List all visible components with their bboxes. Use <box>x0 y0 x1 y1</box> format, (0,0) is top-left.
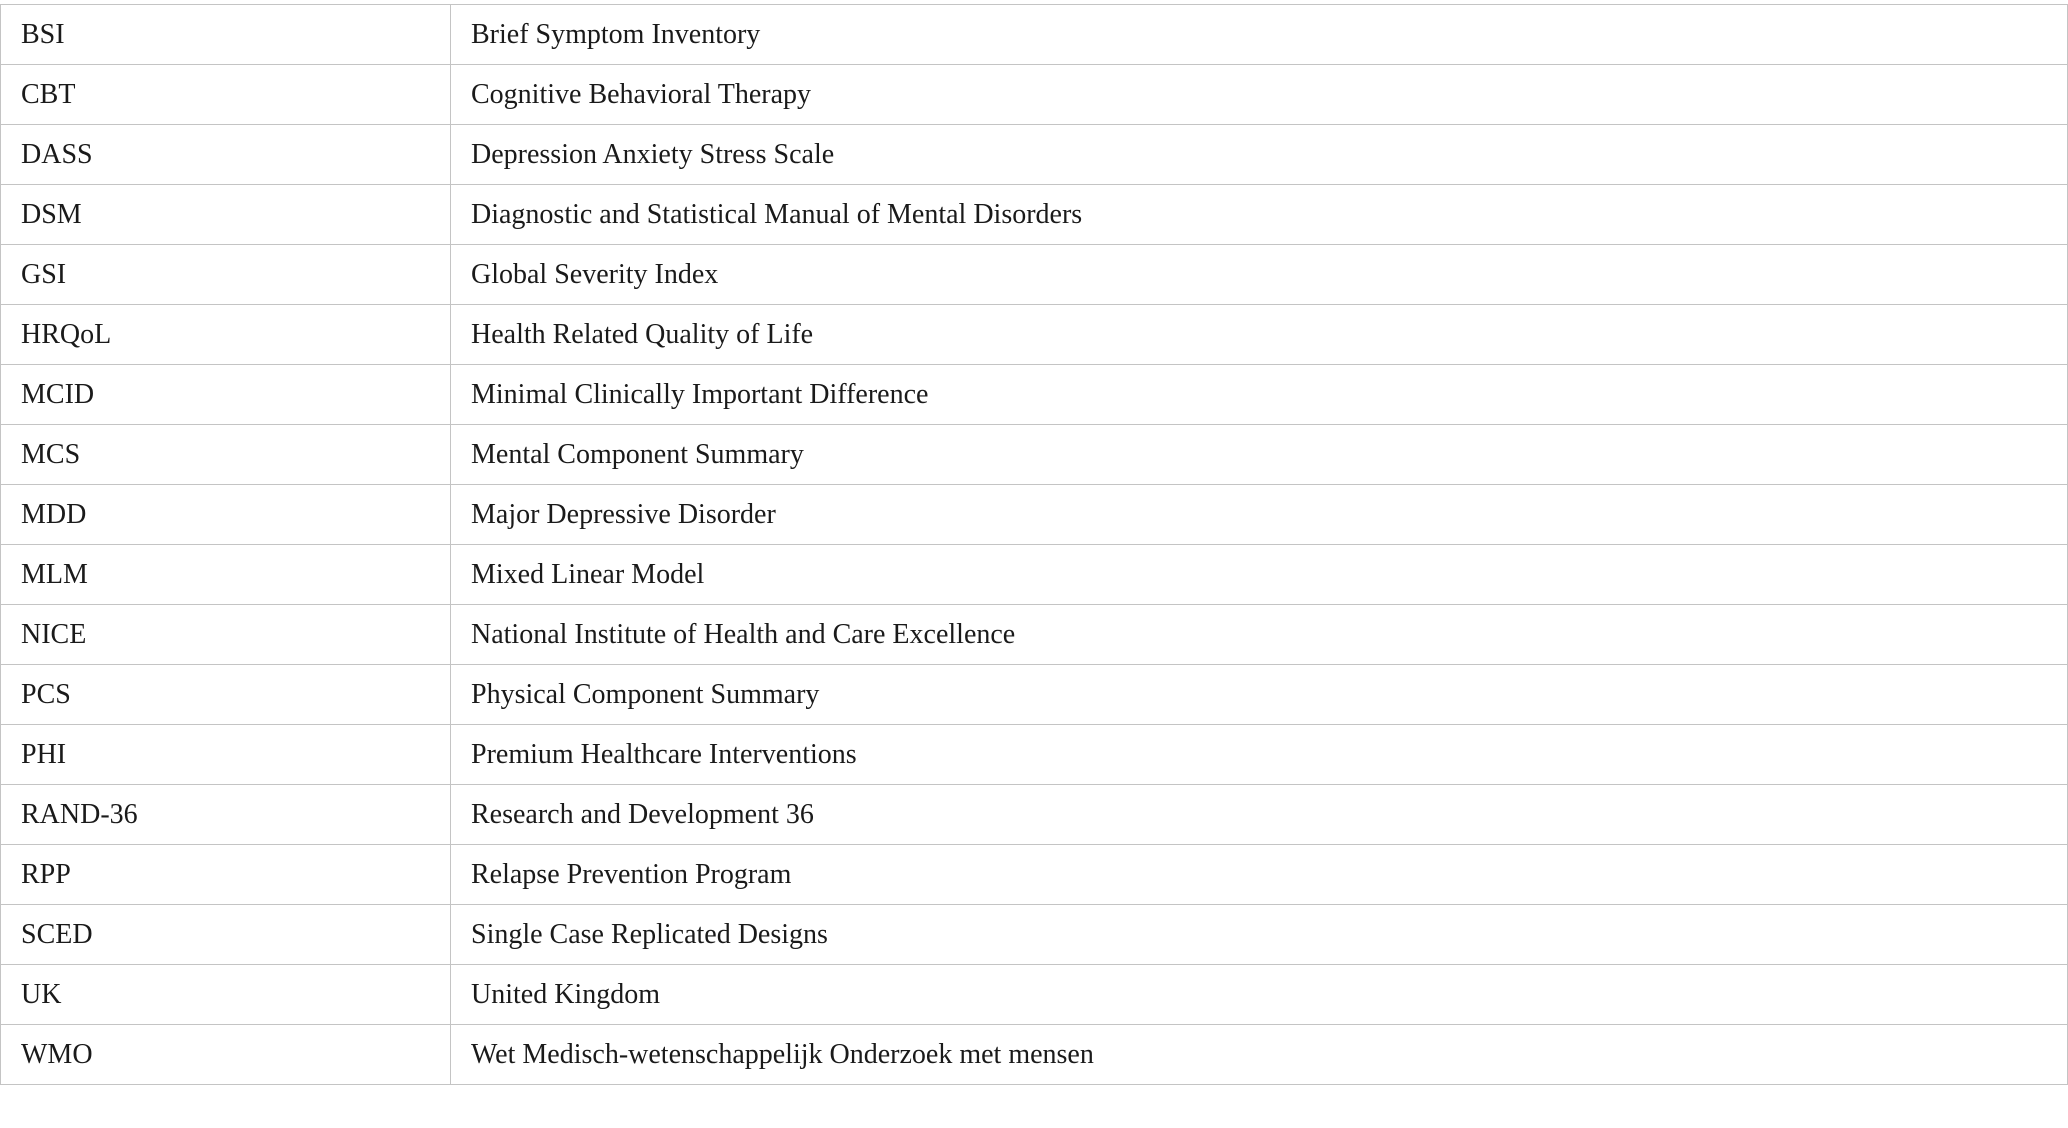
table-row <box>1 665 2068 725</box>
abbreviation-cell: PHI <box>1 725 451 785</box>
abbreviations-table-body <box>1 5 2068 1085</box>
definition-cell: Wet Medisch-wetenschappelijk Onderzoek met mensen <box>451 1025 2068 1085</box>
abbreviation-cell: MDD <box>1 485 451 545</box>
table-row <box>1 605 2068 665</box>
abbreviation-cell: MCID <box>1 365 451 425</box>
definition-cell: Mental Component Summary <box>451 425 2068 485</box>
table-row <box>1 545 2068 605</box>
abbreviation-cell: NICE <box>1 605 451 665</box>
table-row <box>1 5 2068 65</box>
abbreviations-table <box>0 4 2068 1085</box>
table-row <box>1 65 2068 125</box>
definition-cell: Global Severity Index <box>451 245 2068 305</box>
abbreviation-cell: DASS <box>1 125 451 185</box>
table-row <box>1 845 2068 905</box>
definition-cell: Relapse Prevention Program <box>451 845 2068 905</box>
definition-cell: Brief Symptom Inventory <box>451 5 2068 65</box>
table-row <box>1 1025 2068 1085</box>
definition-cell: Diagnostic and Statistical Manual of Mental Disorders <box>451 185 2068 245</box>
definition-cell: National Institute of Health and Care Excellence <box>451 605 2068 665</box>
definition-cell: United Kingdom <box>451 965 2068 1025</box>
abbreviation-cell: BSI <box>1 5 451 65</box>
abbreviation-cell: RPP <box>1 845 451 905</box>
table-row <box>1 425 2068 485</box>
table-row <box>1 905 2068 965</box>
abbreviation-cell: PCS <box>1 665 451 725</box>
abbreviation-cell: MCS <box>1 425 451 485</box>
table-row <box>1 245 2068 305</box>
definition-cell: Physical Component Summary <box>451 665 2068 725</box>
table-row <box>1 965 2068 1025</box>
abbreviation-cell: GSI <box>1 245 451 305</box>
definition-cell: Major Depressive Disorder <box>451 485 2068 545</box>
abbreviation-cell: HRQoL <box>1 305 451 365</box>
table-row <box>1 485 2068 545</box>
definition-cell: Premium Healthcare Interventions <box>451 725 2068 785</box>
definition-cell: Single Case Replicated Designs <box>451 905 2068 965</box>
abbreviation-cell: MLM <box>1 545 451 605</box>
abbreviation-cell: UK <box>1 965 451 1025</box>
abbreviation-cell: CBT <box>1 65 451 125</box>
table-row <box>1 725 2068 785</box>
definition-cell: Cognitive Behavioral Therapy <box>451 65 2068 125</box>
definition-cell: Mixed Linear Model <box>451 545 2068 605</box>
definition-cell: Health Related Quality of Life <box>451 305 2068 365</box>
table-row <box>1 365 2068 425</box>
definition-cell: Research and Development 36 <box>451 785 2068 845</box>
table-row <box>1 185 2068 245</box>
abbreviation-cell: SCED <box>1 905 451 965</box>
definition-cell: Minimal Clinically Important Difference <box>451 365 2068 425</box>
abbreviation-cell: DSM <box>1 185 451 245</box>
abbreviation-cell: WMO <box>1 1025 451 1085</box>
definition-cell: Depression Anxiety Stress Scale <box>451 125 2068 185</box>
abbreviation-cell: RAND-36 <box>1 785 451 845</box>
table-row <box>1 785 2068 845</box>
table-row <box>1 125 2068 185</box>
table-row <box>1 305 2068 365</box>
